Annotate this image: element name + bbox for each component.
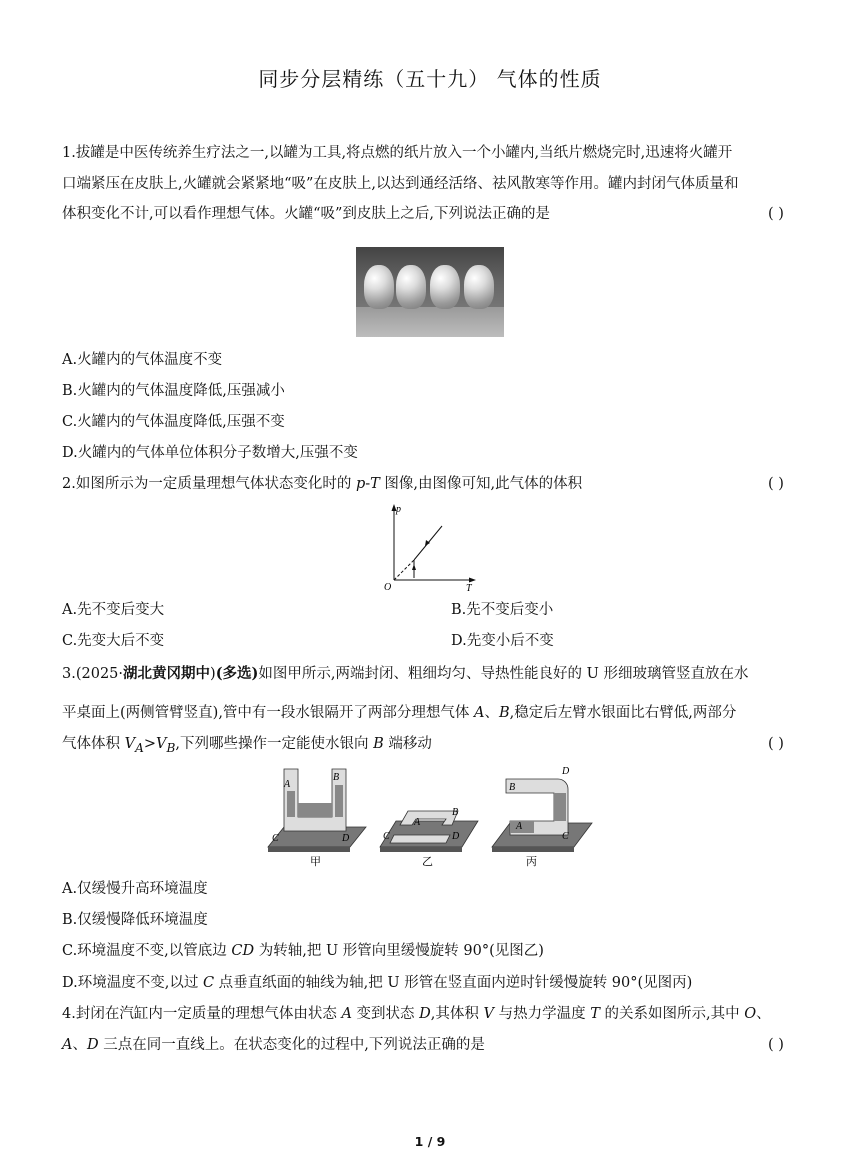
q1-option-c: C.火罐内的气体温度降低,压强不变	[62, 414, 285, 430]
svg-text:D: D	[342, 833, 350, 844]
q2-option-b: B.先不变后变小	[451, 602, 554, 618]
q3-option-d: D.环境温度不变,以过 C 点垂直纸面的轴线为轴,把 U 形管在竖直面内逆时针缓慢旋转 90°(见图丙)	[62, 975, 693, 991]
q2-axis-t: T	[466, 583, 472, 592]
svg-text:A: A	[284, 779, 291, 790]
svg-text:C: C	[562, 831, 569, 842]
svg-text:B: B	[452, 807, 459, 818]
svg-text:B: B	[509, 782, 516, 793]
svg-text:D: D	[452, 831, 460, 842]
q1-text-line-1: 1.拔罐是中医传统养生疗法之一,以罐为工具,将点燃的纸片放入一个小罐内,当纸片燃烧完时,迅速将火罐开	[62, 145, 733, 161]
svg-text:C: C	[272, 833, 279, 844]
q4-answer-blank: ( )	[768, 1037, 784, 1053]
svg-text:A: A	[516, 821, 523, 832]
q1-text-line-2: 口端紧压在皮肤上,火罐就会紧紧地“吸”在皮肤上,以达到通经活络、祛风散寒等作用。罐内封闭气体质量和	[62, 176, 739, 192]
page-title: 同步分层精练（五十九） 气体的性质	[258, 67, 602, 91]
q1-option-d: D.火罐内的气体单位体积分子数增大,压强不变	[62, 445, 358, 461]
q1-answer-blank: ( )	[768, 206, 784, 222]
svg-text:C: C	[383, 831, 390, 842]
q2-text: 2.如图所示为一定质量理想气体状态变化时的 p-T 图像,由图像可知,此气体的体积	[62, 476, 583, 492]
svg-text:D: D	[562, 766, 570, 777]
q3-option-c: C.环境温度不变,以管底边 CD 为转轴,把 U 形管向里缓慢旋转 90°(见图乙)	[62, 943, 544, 959]
q3-answer-blank: ( )	[768, 736, 784, 752]
q1-text-line-3: 体积变化不计,可以看作理想气体。火罐“吸”到皮肤上之后,下列说法正确的是	[62, 206, 551, 222]
q2-option-d: D.先变小后不变	[451, 633, 554, 649]
q3-text-line-3: 气体体积 $V_A>V_B$,下列哪些操作一定能使水银向 B 端移动	[62, 736, 432, 755]
q3-text-line-2: 平桌面上(两侧管臂竖直),管中有一段水银隔开了两部分理想气体 A、B,稳定后左臂水银面比右臂低,两部分	[62, 705, 737, 721]
q2-axis-p: p	[396, 504, 401, 515]
figure-jia	[268, 769, 366, 868]
q2-answer-blank: ( )	[768, 476, 784, 492]
q1-option-a: A.火罐内的气体温度不变	[62, 352, 223, 368]
q3-text-line-1: 3.(2025·湖北黄冈期中)(多选)如图甲所示,两端封闭、粗细均匀、导热性能良好的 U 形细玻璃管竖直放在水	[62, 665, 749, 682]
figure-label-yi: 乙	[422, 855, 433, 868]
page-number: 1 / 9	[414, 1134, 446, 1149]
q1-option-b: B.火罐内的气体温度降低,压强减小	[62, 383, 285, 399]
svg-text:A: A	[414, 817, 421, 828]
q2-pt-graph	[380, 500, 480, 592]
q4-text-line-2: A、D 三点在同一直线上。在状态变化的过程中,下列说法正确的是	[62, 1037, 485, 1053]
figure-label-jia: 甲	[310, 855, 321, 868]
q3-option-b: B.仅缓慢降低环境温度	[62, 912, 208, 928]
q3-u-tube-figure	[266, 763, 596, 873]
figure-yi	[380, 807, 478, 868]
q4-text-line-1: 4.封闭在汽缸内一定质量的理想气体由状态 A 变到状态 D,其体积 V 与热力学温度 T 的关系如图所示,其中 O、	[62, 1006, 771, 1022]
figure-bing	[492, 766, 592, 868]
q3-option-a: A.仅缓慢升高环境温度	[62, 881, 208, 897]
q2-origin: O	[384, 582, 392, 592]
q2-option-c: C.先变大后不变	[62, 633, 165, 649]
q2-option-a: A.先不变后变大	[62, 602, 165, 618]
cupping-photo	[356, 247, 504, 337]
svg-text:B: B	[333, 772, 340, 783]
figure-label-bing: 丙	[526, 855, 537, 868]
